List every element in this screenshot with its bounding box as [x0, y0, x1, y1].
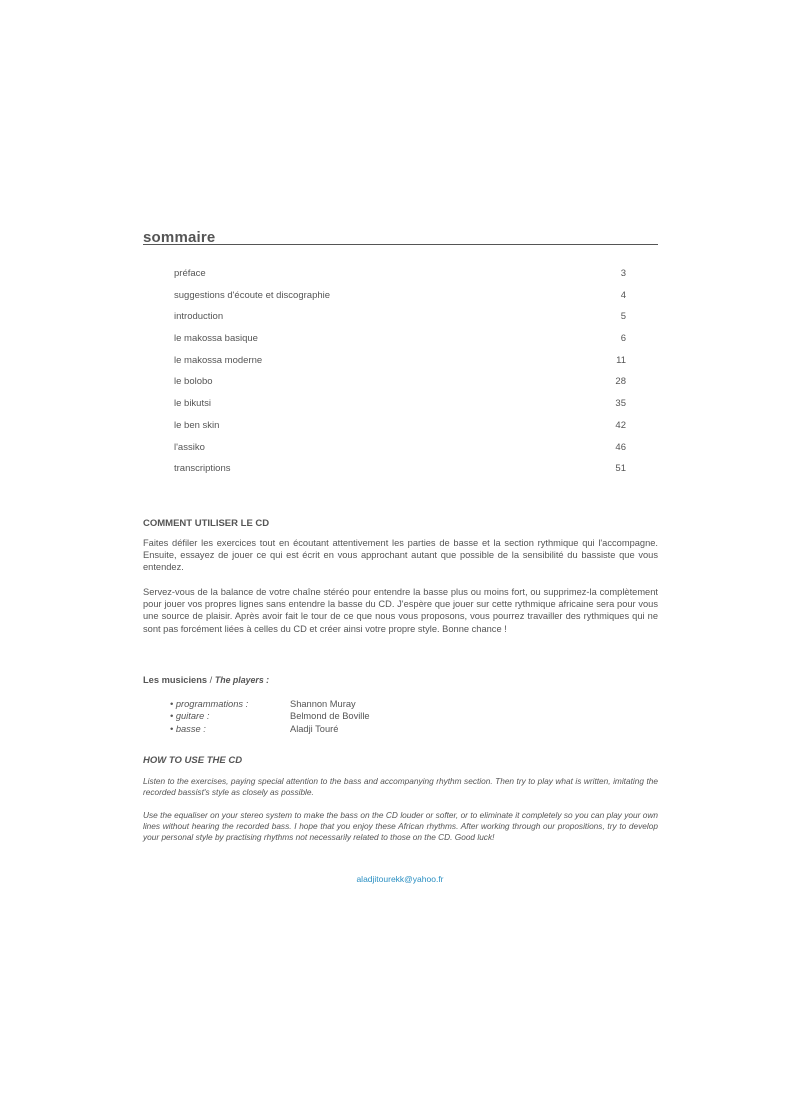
- toc-entry-page: 4: [620, 289, 626, 301]
- player-item: [170, 698, 470, 710]
- toc-list: [174, 267, 626, 484]
- toc-entry: [174, 332, 626, 354]
- player-name: Aladji Touré: [290, 723, 339, 734]
- toc-entry-page: 51: [615, 463, 626, 475]
- toc-entry-label: le makossa moderne: [174, 354, 263, 366]
- toc-entry-label: suggestions d'écoute et discographie: [174, 289, 331, 301]
- toc-entry: [174, 375, 626, 397]
- toc-entry-page: 5: [620, 311, 626, 323]
- toc-entry-page: 35: [615, 398, 626, 410]
- en-paragraph-1: Listen to the exercises, paying special attention to the bass and accompanying rhythm section. Then try to play what is written, imitating the recorded bassist's style as closely as possible.: [143, 776, 658, 797]
- toc-entry: [174, 354, 626, 376]
- toc-entry: [174, 462, 626, 484]
- players-heading-fr: Les musiciens: [143, 675, 208, 685]
- toc-entry-label: l'assiko: [174, 441, 205, 453]
- player-role: • programmations :: [170, 699, 249, 709]
- player-name: Belmond de Boville: [290, 711, 370, 722]
- toc-entry-page: 11: [616, 354, 626, 366]
- players-heading: [143, 675, 269, 685]
- contact-email-link[interactable]: aladjitourekk@yahoo.fr: [356, 874, 444, 884]
- player-item: [170, 710, 470, 722]
- player-name: Shannon Muray: [290, 699, 356, 709]
- toc-entry-label: introduction: [174, 311, 224, 323]
- toc-entry-label: transcriptions: [174, 463, 231, 475]
- player-item: [170, 723, 470, 735]
- player-role: • guitare :: [170, 711, 210, 722]
- toc-entry: [174, 310, 626, 332]
- toc-entry: [174, 267, 626, 289]
- toc-title: sommaire: [143, 229, 216, 246]
- fr-section-title: COMMENT UTILISER LE CD: [143, 518, 270, 529]
- fr-paragraph-2: Servez-vous de la balance de votre chaîne stéréo pour entendre la basse plus ou moins fort, ou supprimez-la complètement pour jouer vos propres lignes sans entendre la basse du CD. J'espère que jouer sur cette rythmique africaine sera pour vous une source de plaisir. Après avoir fait le tour de ce que nous vous proposons, vous pourrez travailler des rythmiques qui ne sont pas forcément liées à celles du CD et créer ainsi votre propre style. Bonne chance !: [143, 587, 658, 634]
- toc-header: [143, 228, 658, 245]
- toc-entry-page: 46: [615, 441, 626, 453]
- toc-entry-page: 3: [620, 268, 626, 279]
- toc-entry-label: le bikutsi: [174, 398, 211, 410]
- players-heading-en: The players :: [214, 675, 270, 685]
- toc-entry: [174, 397, 626, 419]
- toc-entry-page: 28: [615, 376, 626, 388]
- toc-entry: [174, 289, 626, 311]
- player-role: • basse :: [170, 723, 206, 734]
- toc-entry-page: 42: [615, 419, 626, 431]
- toc-entry-label: préface: [174, 268, 206, 279]
- en-paragraph-2: Use the equaliser on your stereo system to make the bass on the CD louder or softer, or to eliminate it completely so you can play your own lines without hearing the recorded bass. I hope that you enjoy these African rhythms. After working through our propositions, try to develop your personal style by practising rhythms not necessarily related to those on the CD. Good luck!: [143, 810, 658, 842]
- toc-entry-page: 6: [620, 333, 626, 345]
- toc-entry: [174, 441, 626, 463]
- toc-entry-label: le bolobo: [174, 376, 213, 388]
- fr-paragraph-1: Faites défiler les exercices tout en écoutant attentivement les parties de basse et la section rythmique qui l'accompagne. Ensuite, essayez de jouer ce qui est écrit en vous approchant autant que possible de la sensibilité du bassiste que vous entendez.: [143, 538, 658, 573]
- players-heading-separator: /: [207, 675, 215, 685]
- en-section-title: HOW TO USE THE CD: [143, 755, 243, 766]
- players-list: [170, 698, 470, 735]
- toc-entry-label: le makossa basique: [174, 333, 258, 345]
- toc-entry-label: le ben skin: [174, 419, 220, 431]
- toc-entry: [174, 419, 626, 441]
